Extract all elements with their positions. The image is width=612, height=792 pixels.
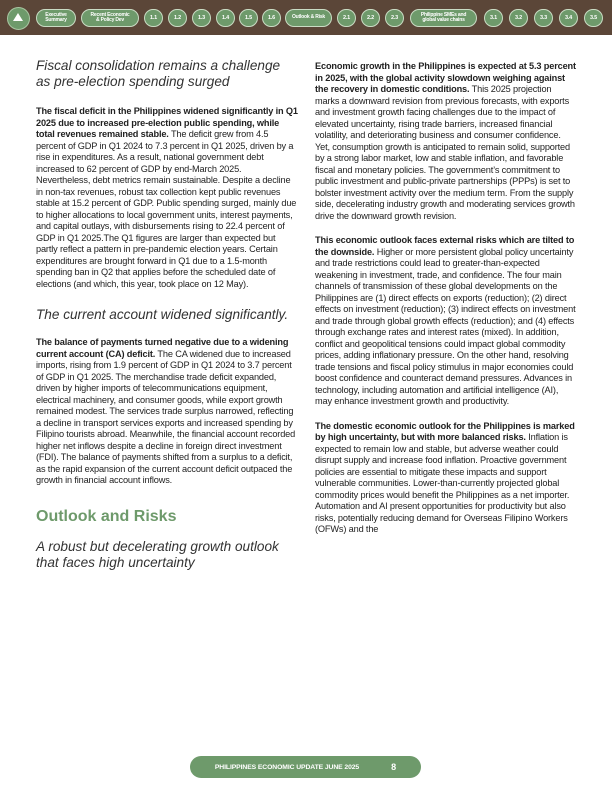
fiscal-paragraph: [36, 106, 298, 290]
nav-3-3[interactable]: 3.3: [534, 9, 553, 27]
fiscal-paragraph-body: The deficit grew from 4.5 percent of GDP in Q1 2024 to 7.3 percent in Q1 2025, driven by a rise in expenditures. As a result, national government debt increased to 62 percent of GDP by end-March 2025. Nevertheless, debt metrics remain sustainable. Despite a decline in non-tax revenues, robust tax collection kept public revenues stable at 15.2 percent of GDP. Public spending surged, mainly due to higher allocations to local government units, interest payments, and capital outlays, with disbursements rising to 22.4 percent of GDP in Q1 2025.The Q1 figures are larger than expected but partly reflect a pattern in pre-pandemic election years. Certain expenditures are brought forward in Q1 due to a 1.5-month spending ban in Q2 that applies before the scheduled date of elections (and which, this year, took place on 12 May).: [36, 129, 297, 289]
nav-1-5[interactable]: 1.5: [239, 9, 258, 27]
left-column: [36, 58, 298, 571]
top-navigation-bar: [0, 0, 612, 35]
domestic-outlook-paragraph-lead: The domestic economic outlook for the Philippines is marked by high uncertainty, but with more balanced risks.: [315, 420, 575, 442]
growth-forecast-paragraph: [315, 61, 577, 222]
nav-3-4[interactable]: 3.4: [559, 9, 578, 27]
nav-2-3[interactable]: 2.3: [385, 9, 404, 27]
fiscal-heading: Fiscal consolidation remains a challenge as pre-election spending surged: [36, 58, 281, 89]
right-column: [315, 61, 577, 536]
nav-1-1[interactable]: 1.1: [144, 9, 163, 27]
nav-2-2[interactable]: 2.2: [361, 9, 380, 27]
page-footer: [190, 756, 421, 778]
fiscal-paragraph-lead: The fiscal deficit in the Philippines widened significantly in Q1 2025 due to increased pre-election public spending, while total revenues remained stable.: [36, 106, 298, 139]
page-number: 8: [391, 762, 397, 772]
external-risks-paragraph: [315, 235, 577, 408]
publication-title: PHILIPPINES ECONOMIC UPDATE JUNE 2025: [214, 763, 360, 771]
current-account-paragraph-lead: The balance of payments turned negative due to a widening current account (CA) deficit.: [36, 337, 289, 359]
nav-3-5[interactable]: 3.5: [584, 9, 603, 27]
nav-1-6[interactable]: 1.6: [262, 9, 281, 27]
domestic-outlook-paragraph: [315, 421, 577, 536]
current-account-heading: The current account widened significantly.: [36, 307, 289, 322]
growth-outlook-heading: A robust but decelerating growth outlook that faces high uncertainty: [36, 538, 279, 570]
external-risks-paragraph-lead: This economic outlook faces external risks which are tilted to the downside.: [315, 235, 575, 257]
current-account-paragraph: [36, 337, 298, 487]
nav-1-3[interactable]: 1.3: [192, 9, 211, 27]
nav-3-1[interactable]: 3.1: [484, 9, 503, 27]
growth-forecast-paragraph-lead: Economic growth in the Philippines is expected at 5.3 percent in 2025, with the global activity slowdown weighing against the recovery in domestic conditions.: [315, 61, 576, 94]
growth-forecast-paragraph-body: This 2025 projection marks a downward revision from previous forecasts, with exports and investment growth facing challenges due to the impact of elevated uncertainty, rising trade barriers, increased financial volatility, and deteriorating business and consumer confidence. Yet, consumption growth is anticipated to remain solid, supported by a strong labor market, low and stable inflation, and favorable fiscal and monetary policies. The government’s commitment to public investment and public-private partnerships (PPPs) is set to bolster investment activity over the medium term. From the supply side, decelerating industry growth and moderating services growth drive the downward growth revision.: [315, 84, 575, 221]
nav-philippine-smes-gvc[interactable]: Philippine SMEs and global value chains: [410, 9, 477, 27]
nav-1-2[interactable]: 1.2: [168, 9, 187, 27]
triangle-up-icon: [13, 13, 23, 21]
nav-2-1[interactable]: 2.1: [337, 9, 356, 27]
external-risks-paragraph-body: Higher or more persistent global policy uncertainty and trade restrictions could lead to greater-than-expected weakening in investment, trade, and confidence. The four main channels of transmission of these global developments on the Philippines are (1) direct effects on exports (reduction); (2) direct effects on investment (reduction); (3) indirect effects on investment and trade through global growth effects (reduction); and (4) effects through exchange rates and interest rates (mixed). In addition, conflict and geopolitical tensions could impact global commodity prices, adding inflationary pressure. On the other hand, resolving trade tensions and fiscal policy stimulus in major economies could boost confidence and counteract demand pressures. Advances in technology, including automation and artificial intelligence (AI), may enhance investment growth and productivity.: [315, 246, 576, 406]
nav-recent-economic-policy-dev[interactable]: Recent Economic & Policy Dev: [81, 9, 139, 27]
domestic-outlook-paragraph-body: Inflation is expected to remain low and stable, but adverse weather could disrupt supply and increase food inflation. Proactive government policies are essential to mitigate these impacts and support vulnerable communities. Lower-than-currently projected global commodity prices would benefit the Philippines as a net importer. Automation and AI present opportunities for productivity but also risks, potentially reducing demand for Overseas Filipino Workers (OFWs) and the: [315, 432, 570, 534]
nav-executive-summary[interactable]: Executive Summary: [36, 9, 76, 27]
current-account-paragraph-body: The CA widened due to increased imports, rising from 1.9 percent of GDP in Q1 2024 to 3.7 percent of GDP in Q1 2025. The merchandise trade deficit expanded, driven by higher imports of telecommunications equipment, electrical machinery, and consumer goods, while export growth remained modest. The services trade surplus narrowed, reflecting a decline in transport services exports and increased spending by Filipino tourists abroad. Meanwhile, the financial account recorded higher net inflows despite a decline in foreign direct investment (FDI). The balance of payments shifted from a surplus to a deficit, as the rapid expansion of the current account deficit outpaced the growth in financial account inflows.: [36, 348, 296, 485]
nav-3-2[interactable]: 3.2: [509, 9, 528, 27]
nav-1-4[interactable]: 1.4: [216, 9, 235, 27]
nav-outlook-risk[interactable]: Outlook & Risk: [285, 9, 332, 27]
home-button[interactable]: [7, 7, 30, 30]
outlook-risks-section-title: Outlook and Risks: [36, 507, 177, 525]
